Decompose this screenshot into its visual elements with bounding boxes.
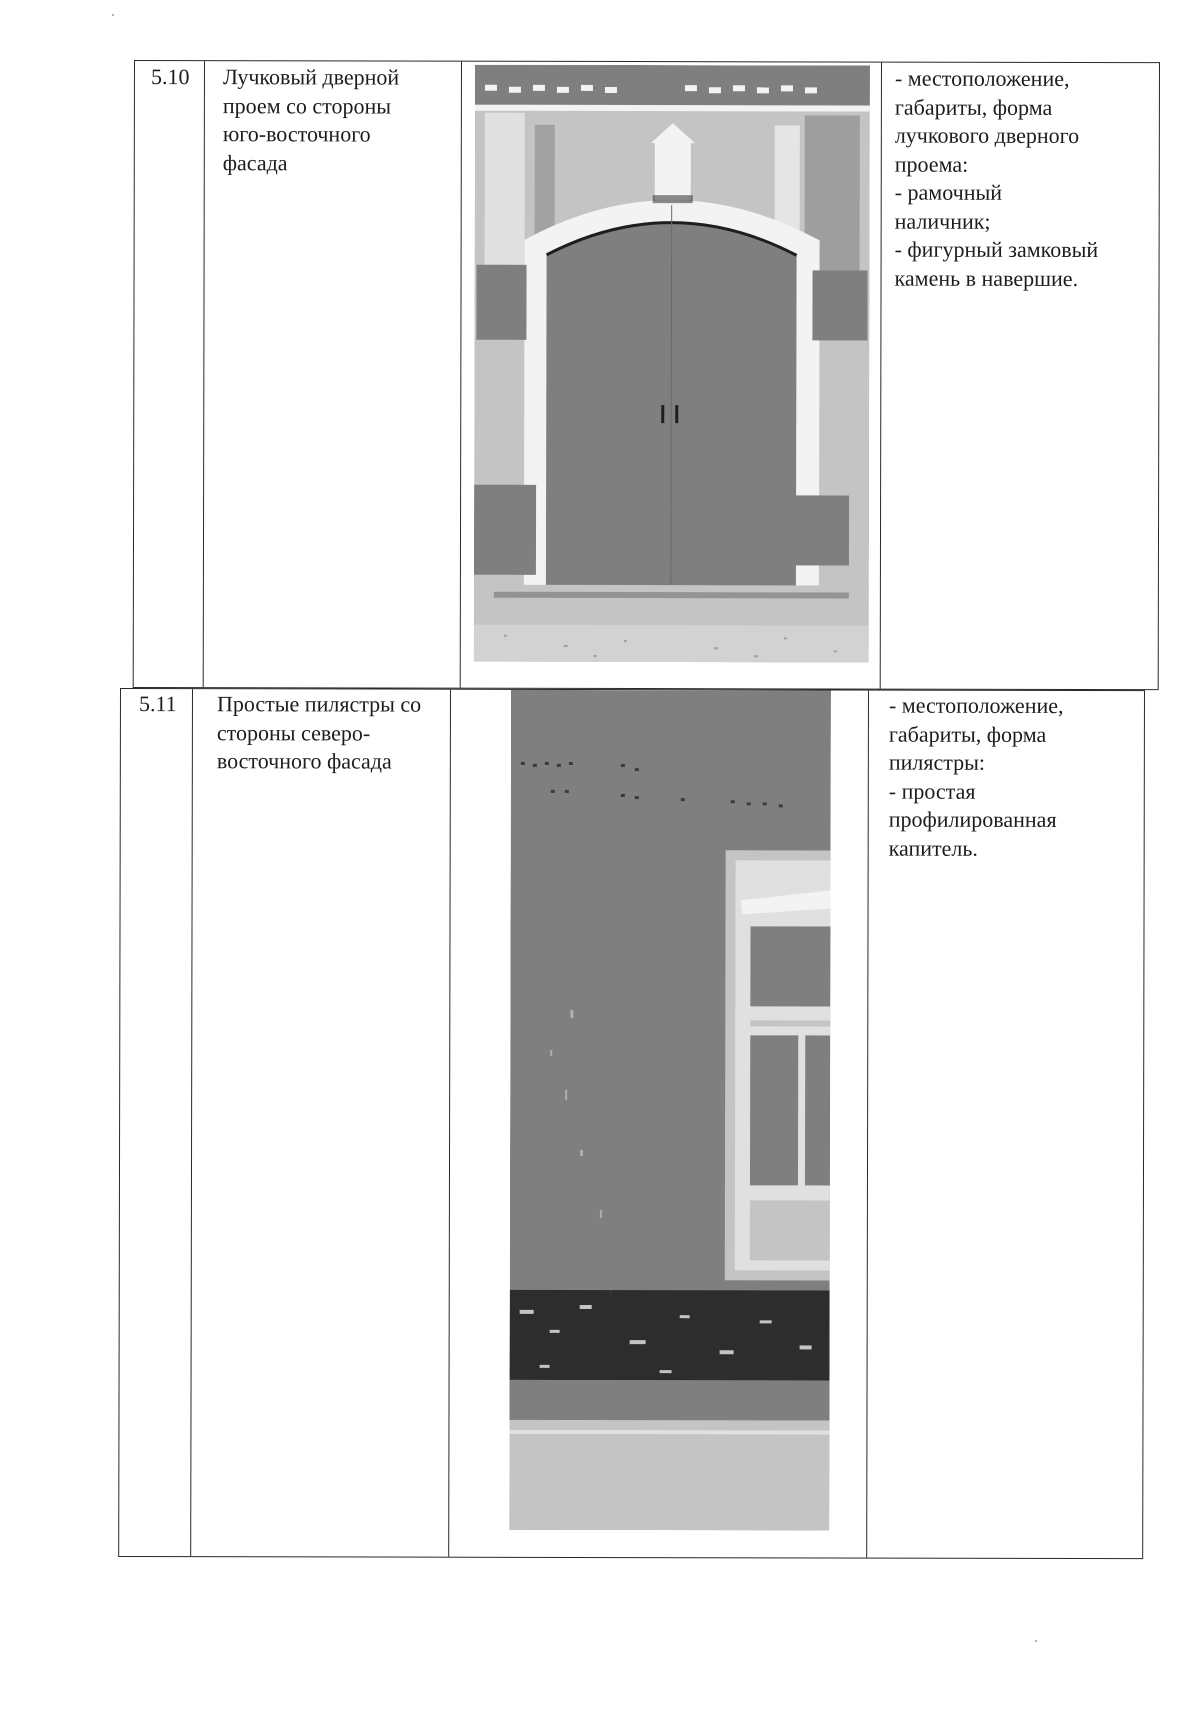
pilaster-wall-image [509,690,831,1531]
pilaster-photo [509,690,831,1531]
column-divider [190,689,193,1556]
table-row [133,60,1160,690]
arched-door-image [474,65,870,663]
scan-artifact [112,14,114,16]
element-description: - местоположение, габариты, форма пилястры: - простая профилированная капитель. [888,692,1064,861]
row-number: 5.11 [138,691,177,717]
row-number: 5.10 [150,64,190,90]
column-divider [460,62,462,688]
scan-artifact [1035,1640,1037,1642]
element-name: Простые пилястры со стороны северо- восточного фасада [216,691,422,774]
column-divider [448,690,451,1557]
column-divider [203,61,205,687]
column-divider [880,63,882,689]
element-description: - местоположение, габариты, форма лучкового дверного проема: - рамочный наличник; - фигурный замковый камень в навершие. [894,65,1099,291]
door-photo [474,65,870,663]
column-divider [866,691,869,1558]
element-name: Лучковый дверной проем со стороны юго-восточного фасада [222,64,400,175]
table-row [118,688,1145,1559]
